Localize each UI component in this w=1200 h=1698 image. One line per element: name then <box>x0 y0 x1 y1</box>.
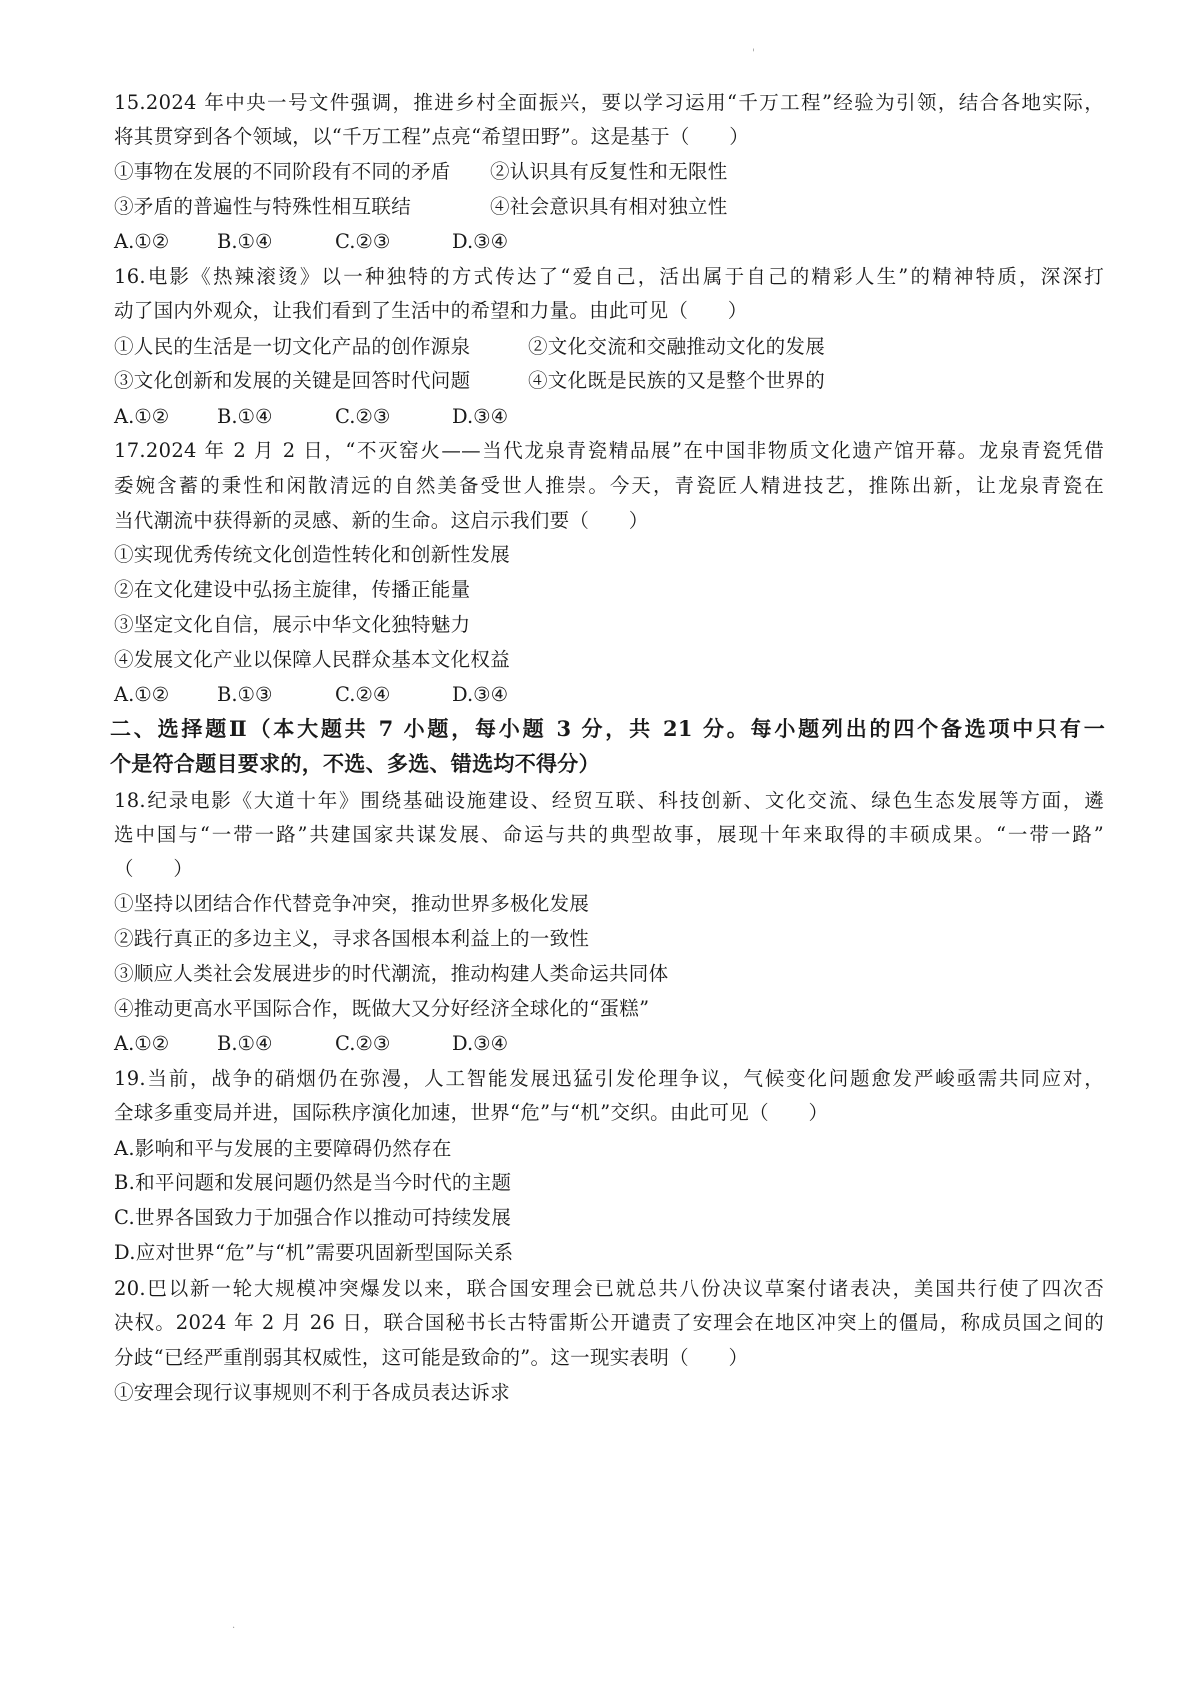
q19-choice-c: C.世界各国致力于加强合作以推动可持续发展 <box>114 1206 512 1229</box>
q15-item-2: ②认识具有反复性和无限性 <box>490 160 728 183</box>
q18-item-3: ③顺应人类社会发展进步的时代潮流，推动构建人类命运共同体 <box>114 962 669 985</box>
q15-stem-line-1: 15.2024 年中央一号文件强调，推进乡村全面振兴，要以学习运用“千万工程”经验为引领，结合各地实际， <box>114 91 1104 114</box>
q17-option-a: A.①② <box>114 683 170 706</box>
q15-option-d: D.③④ <box>452 230 509 253</box>
q15-item-3: ③矛盾的普遍性与特殊性相互联结 <box>114 195 412 218</box>
q16-item-2: ②文化交流和交融推动文化的发展 <box>528 335 826 358</box>
q17-item-3: ③坚定文化自信，展示中华文化独特魅力 <box>114 613 471 636</box>
q17-stem-line-1: 17.2024 年 2 月 2 日，“不灭窑火——当代龙泉青瓷精品展”在中国非物质文化遗产馆开幕。龙泉青瓷凭借 <box>114 439 1104 462</box>
section-2-heading-line-1: 二、选择题Ⅱ（本大题共 7 小题，每小题 3 分，共 21 分。每小题列出的四个备选项中只有一 <box>110 716 1105 741</box>
q17-item-4: ④发展文化产业以保障人民群众基本文化权益 <box>114 648 511 671</box>
q17-stem-line-3: 当代潮流中获得新的灵感、新的生命。这启示我们要（ ） <box>114 509 649 532</box>
q19-choice-b: B.和平问题和发展问题仍然是当今时代的主题 <box>114 1171 512 1194</box>
q18-option-d: D.③④ <box>452 1032 509 1055</box>
q16-option-a: A.①② <box>114 405 170 428</box>
q18-option-a: A.①② <box>114 1032 170 1055</box>
q17-stem-line-2: 委婉含蓄的秉性和闲散清远的自然美备受世人推崇。今天，青瓷匠人精进技艺，推陈出新，让龙泉青瓷在 <box>114 474 1104 497</box>
q17-option-c: C.②④ <box>335 683 391 706</box>
q20-stem-line-1: 20.巴以新一轮大规模冲突爆发以来，联合国安理会已就总共八份决议草案付诸表决，美国共行使了四次否 <box>114 1277 1104 1300</box>
q16-stem-line-2: 动了国内外观众，让我们看到了生活中的希望和力量。由此可见（ ） <box>114 299 748 322</box>
q17-item-2: ②在文化建设中弘扬主旋律，传播正能量 <box>114 578 471 601</box>
q18-option-c: C.②③ <box>335 1032 391 1055</box>
q20-item-1: ①安理会现行议事规则不利于各成员表达诉求 <box>114 1381 511 1404</box>
q18-option-b: B.①④ <box>217 1032 273 1055</box>
q19-stem-line-2: 全球多重变局并进，国际秩序演化加速，世界“危”与“机”交织。由此可见（ ） <box>114 1101 829 1124</box>
q16-stem-line-1: 16.电影《热辣滚烫》以一种独特的方式传达了“爱自己，活出属于自己的精彩人生”的精神特质，深深打 <box>114 265 1104 288</box>
q15-option-b: B.①④ <box>217 230 273 253</box>
q20-stem-line-3: 分歧“已经严重削弱其权威性，这可能是致命的”。这一现实表明（ ） <box>114 1346 749 1369</box>
q16-item-1: ①人民的生活是一切文化产品的创作源泉 <box>114 335 471 358</box>
q16-option-d: D.③④ <box>452 405 509 428</box>
q18-stem-line-1: 18.纪录电影《大道十年》围绕基础设施建设、经贸互联、科技创新、文化交流、绿色生态发展等方面，遴 <box>114 789 1104 812</box>
q17-option-d: D.③④ <box>452 683 509 706</box>
q19-stem-line-1: 19.当前，战争的硝烟仍在弥漫，人工智能发展迅猛引发伦理争议，气候变化问题愈发严峻亟需共同应对， <box>114 1067 1104 1090</box>
q19-choice-d: D.应对世界“危”与“机”需要巩固新型国际关系 <box>114 1241 514 1264</box>
q20-stem-line-2: 决权。2024 年 2 月 26 日，联合国秘书长古特雷斯公开谴责了安理会在地区冲突上的僵局，称成员国之间的 <box>114 1311 1104 1334</box>
scan-dot: . <box>232 1620 236 1631</box>
q18-stem-line-2: 选中国与“一带一路”共建国家共谋发展、命运与共的典型故事，展现十年来取得的丰硕成果。“一带一路” <box>114 823 1104 846</box>
q17-item-1: ①实现优秀传统文化创造性转化和创新性发展 <box>114 543 511 566</box>
q15-option-a: A.①② <box>114 230 170 253</box>
q16-option-b: B.①④ <box>217 405 273 428</box>
q19-choice-a: A.影响和平与发展的主要障碍仍然存在 <box>114 1137 452 1160</box>
q15-item-4: ④社会意识具有相对独立性 <box>490 195 728 218</box>
scan-dot: ' <box>752 48 755 59</box>
q15-stem-line-2: 将其贯穿到各个领域，以“千万工程”点亮“希望田野”。这是基于（ ） <box>114 125 750 148</box>
q18-stem-line-3: （ ） <box>114 857 194 880</box>
q17-option-b: B.①③ <box>217 683 273 706</box>
q15-option-c: C.②③ <box>335 230 391 253</box>
q18-item-2: ②践行真正的多边主义，寻求各国根本利益上的一致性 <box>114 927 590 950</box>
q16-item-4: ④文化既是民族的又是整个世界的 <box>528 369 826 392</box>
q15-item-1: ①事物在发展的不同阶段有不同的矛盾 <box>114 160 451 183</box>
q16-item-3: ③文化创新和发展的关键是回答时代问题 <box>114 369 471 392</box>
q18-item-4: ④推动更高水平国际合作，既做大又分好经济全球化的“蛋糕” <box>114 997 650 1020</box>
q16-option-c: C.②③ <box>335 405 391 428</box>
section-2-heading-line-2: 个是符合题目要求的，不选、多选、错选均不得分） <box>110 751 600 776</box>
q18-item-1: ①坚持以团结合作代替竞争冲突，推动世界多极化发展 <box>114 892 590 915</box>
